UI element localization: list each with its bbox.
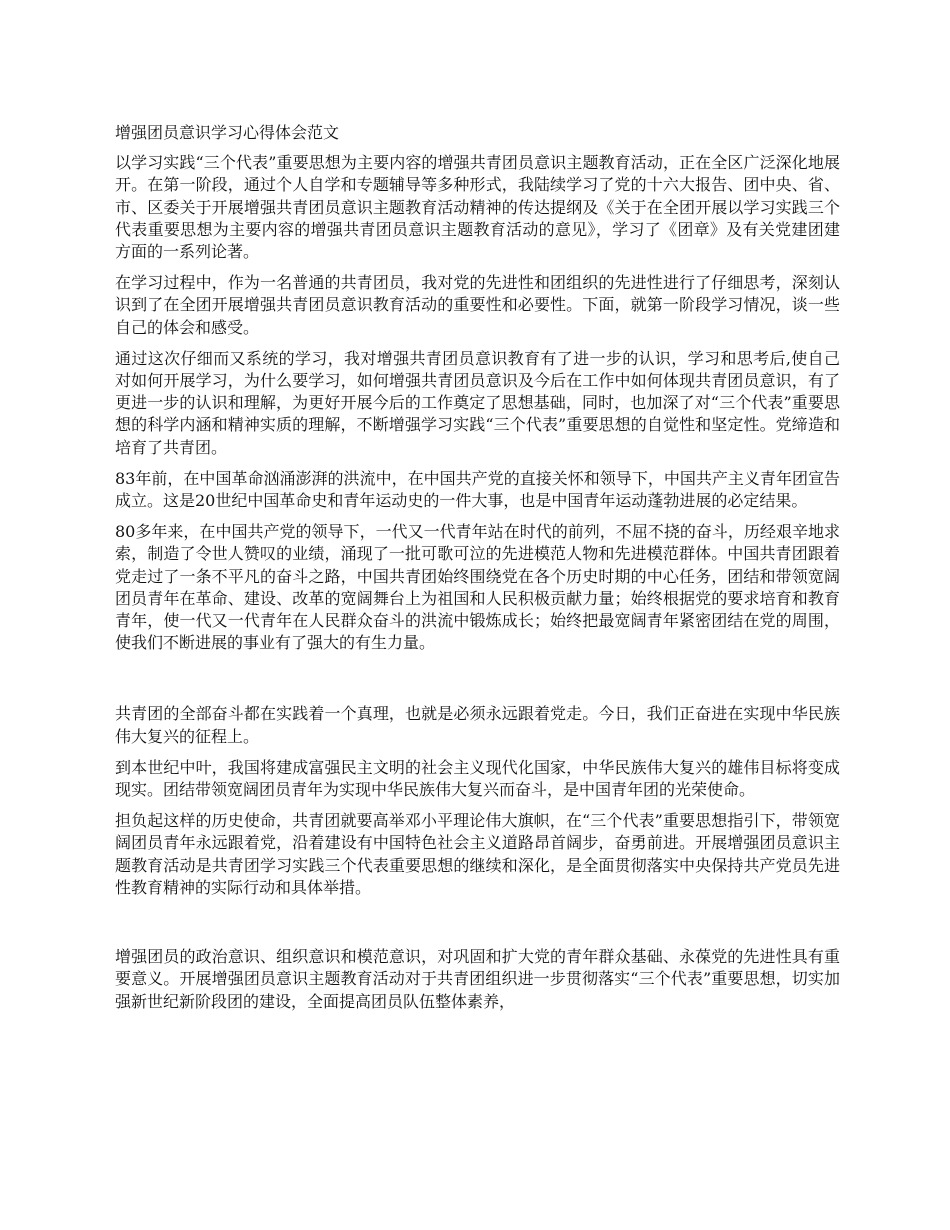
paragraph-1: 以学习实践“三个代表”重要思想为主要内容的增强共青团员意识主题教育活动，正在全区广泛深化地展开。在第一阶段，通过个人自学和专题辅导等多种形式，我陆续学习了党的十六大报告、团中央、省、市、区委关于开展增强共青团员意识主题教育活动精神的传达提纲及《关于在全团开展以学习实践三个代表重要思想为主要内容的增强共青团员意识主题教育活动的意见》，学习了《团章》及有关党建团建方面的一系列论著。 [115,153,840,262]
paragraph-7: 到本世纪中叶，我国将建成富强民主文明的社会主义现代化国家，中华民族伟大复兴的雄伟目标将变成现实。团结带领宽阔团员青年为实现中华民族伟大复兴而奋斗，是中国青年团的光荣使命。 [115,757,840,800]
blank-spacer [115,663,840,703]
paragraph-8: 担负起这样的历史使命，共青团就要高举邓小平理论伟大旗帜，在“三个代表”重要思想指引下，带领宽阔团员青年永远跟着党，沿着建设有中国特色社会主义道路昂首阔步，奋勇前进。开展增强团员意识主题教育活动是共青团学习实践三个代表重要思想的继续和深化，是全面贯彻落实中央保持共产党员先进性教育精神的实际行动和具体举措。 [115,811,840,897]
paragraph-3: 通过这次仔细而又系统的学习，我对增强共青团员意识教育有了进一步的认识，学习和思考后,使自己对如何开展学习，为什么要学习，如何增强共青团员意识及今后在工作中如何体现共青团员意识，有了更进一步的认识和理解，为更好开展今后的工作奠定了思想基础，同时，也加深了对“三个代表”重要思想的科学内涵和精神实质的理解，不断增强学习实践“三个代表”重要思想的自觉性和坚定性。党缔造和培育了共青团。 [115,348,840,457]
paragraph-9: 增强团员的政治意识、组织意识和模范意识，对巩固和扩大党的青年群众基础、永葆党的先进性具有重要意义。开展增强团员意识主题教育活动对于共青团组织进一步贯彻落实“三个代表”重要思想，切实加强新世纪新阶段团的建设，全面提高团员队伍整体素养， [115,947,840,1011]
document-title: 增强团员意识学习心得体会范文 [115,123,340,142]
blank-spacer [115,908,840,946]
paragraph-6: 共青团的全部奋斗都在实践着一个真理，也就是必须永远跟着党走。今日，我们正奋进在实现中华民族伟大复兴的征程上。 [115,704,840,746]
paragraph-2: 在学习过程中，作为一名普通的共青团员，我对党的先进性和团组织的先进性进行了仔细思考，深刻认识到了在全团开展增强共青团员意识教育活动的重要性和必要性。下面，就第一阶段学习情况，谈一些自己的体会和感受。 [115,273,840,337]
paragraph-5: 80多年来，在中国共产党的领导下，一代又一代青年站在时代的前列，不屈不挠的奋斗，历经艰辛地求索，制造了令世人赞叹的业绩，涌现了一批可歌可泣的先进模范人物和先进模范群体。中国共青团跟着党走过了一条不平凡的奋斗之路，中国共青团始终围绕党在各个历史时期的中心任务，团结和带领宽阔团员青年在革命、建设、改革的宽阔舞台上为祖国和人民积极贡献力量；始终根据党的要求培育和教育青年，使一代又一代青年在人民群众奋斗的洪流中锻炼成长；始终把最宽阔青年紧密团结在党的周围，使我们不断进展的事业有了强大的有生力量。 [115,522,840,653]
paragraph-4: 83年前，在中国革命汹涌澎湃的洪流中，在中国共产党的直接关怀和领导下，中国共产主义青年团宣告成立。这是20世纪中国革命史和青年运动史的一件大事，也是中国青年运动蓬勃进展的必定结果。 [115,468,840,511]
document-page [115,122,840,1022]
